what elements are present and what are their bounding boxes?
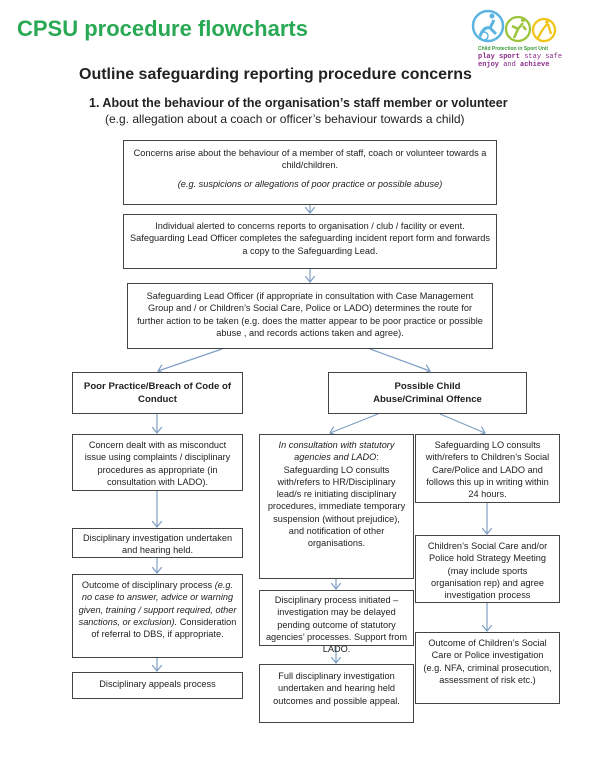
concerns-arise-box xyxy=(123,140,497,205)
disciplinary-appeals-box xyxy=(72,672,243,699)
disciplinary-initiated-box xyxy=(259,590,414,655)
section-heading: 1. About the behaviour of the organisation’s staff member or volunteer xyxy=(89,96,508,110)
full-disciplinary-investigation-text: Full disciplinary investigation undertaken and hearing held outcomes and possible appeal. xyxy=(273,671,400,706)
concerns-arise-example: (e.g. suspicions or allegations of poor practice or possible abuse) xyxy=(177,178,443,189)
statutory-consultation-text: In consultation with statutory agencies and LADO: Safeguarding LO consults with/refers to HR/Disciplinary lead/s re initiating disciplinary procedures, immediate temporary suspension (without prejudice), and notification of other organisations. xyxy=(267,440,406,549)
concerns-arise-text: Concerns arise about the behaviour of a member of staff, coach or volunteer towards a child/children. xyxy=(133,148,487,171)
disciplinary-outcome-box xyxy=(72,574,243,658)
individual-alerted-box xyxy=(123,214,497,269)
section-subheading: (e.g. allegation about a coach or officer’s behaviour towards a child) xyxy=(105,112,465,126)
disciplinary-outcome-text: Outcome of disciplinary process (e.g. no case to answer, advice or warning given, training / support required, other sanctions, or exclusion). Consideration of referral to DBS, if appropriate. xyxy=(78,580,237,640)
disciplinary-appeals-text: Disciplinary appeals process xyxy=(99,679,216,689)
page-title: CPSU procedure flowcharts xyxy=(17,16,308,41)
investigation-outcome-text: Outcome of Children’s Social Care or Police investigation (e.g. NFA, criminal prosecution, assessment of risk etc.) xyxy=(423,638,552,685)
disciplinary-investigation-box xyxy=(72,528,243,558)
misconduct-issue-box xyxy=(72,434,243,491)
statutory-consultation-box xyxy=(259,434,414,579)
misconduct-issue-text: Concern dealt with as misconduct issue using complaints / disciplinary procedures as appropriate (in consultation with LADO). xyxy=(84,440,231,487)
individual-alerted-text: Individual alerted to concerns reports to organisation / club / facility or event. Safeguarding Lead Officer completes the safeguarding incident report form and forwards a copy to the Safeguarding Lead. xyxy=(130,221,490,256)
document-subtitle: Outline safeguarding reporting procedure concerns xyxy=(79,66,472,83)
investigation-outcome-box xyxy=(415,632,560,704)
strategy-meeting-box xyxy=(415,535,560,603)
poor-practice-heading-box xyxy=(72,372,243,414)
lead-officer-determines-text: Safeguarding Lead Officer (if appropriate in consultation with Case Management Group and / or Children’s Social Care, Police or LADO) determines the route for further action to be taken (e.g. does the matter appear to be poor practice or possible abuse , and records actions taken and agree). xyxy=(137,291,483,338)
possible-abuse-heading-box xyxy=(328,372,527,414)
possible-abuse-heading: Possible Child Abuse/Criminal Offence xyxy=(373,381,482,405)
refer-social-care-text: Safeguarding LO consults with/refers to Children’s Social Care/Police and LADO and follows this up in writing within 24 hours. xyxy=(425,440,550,500)
lead-officer-determines-box xyxy=(127,283,493,349)
refer-social-care-box xyxy=(415,434,560,503)
full-disciplinary-investigation-box xyxy=(259,664,414,723)
disciplinary-investigation-text: Disciplinary investigation undertaken and hearing held. xyxy=(82,533,233,556)
poor-practice-heading: Poor Practice/Breach of Code of Conduct xyxy=(83,381,232,405)
cpsu-logo xyxy=(470,8,580,70)
sport-figures-logo-icon xyxy=(470,8,580,44)
logo-tagline-line2: enjoy and achieve xyxy=(478,61,550,69)
logo-unit-name: Child Protection in Sport Unit xyxy=(478,46,548,52)
logo-tagline-line1: play sport stay safe xyxy=(478,53,563,61)
disciplinary-initiated-text: Disciplinary process initiated – investigation may be delayed pending outcome of statutory agencies’ processes. Support from LADO. xyxy=(265,595,408,655)
strategy-meeting-text: Children’s Social Care and/or Police hold Strategy Meeting (may include sports organisation rep) and agree investigation process xyxy=(427,541,548,601)
